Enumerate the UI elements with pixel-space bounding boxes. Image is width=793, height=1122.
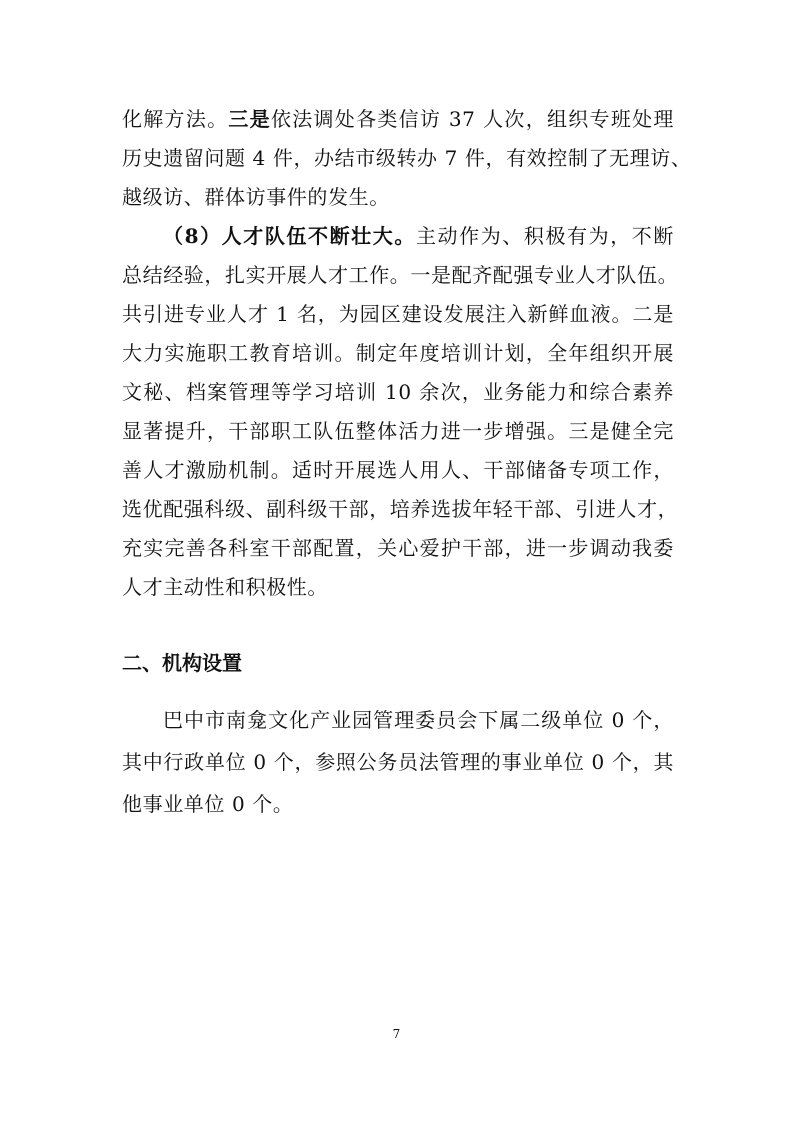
text-span: 化解方法。 (122, 107, 229, 131)
text-line: 总结经验，扎实开展人才工作。一是配齐配强专业人才队伍。 (122, 263, 679, 287)
text-line: 显著提升，干部职工队伍整体活力进一步增强。三是健全完 (122, 419, 674, 443)
section-heading: 二、机构设置 (122, 651, 242, 675)
text-line: 他事业单位 0 个。 (122, 792, 294, 816)
text-line: 巴中市南龛文化产业园管理委员会下属二级单位 0 个， (163, 708, 674, 732)
text-line: 选优配强科级、副科级干部，培养选拔年轻干部、引进人才， (122, 497, 679, 521)
text-line: 大力实施职工教育培训。制定年度培训计划，全年组织开展 (122, 341, 674, 365)
text-span: 依法调处各类信访 37 人次，组织专班处理 (270, 107, 674, 131)
bold-lead: 三是 (228, 107, 271, 131)
text-line: 越级访、群体访事件的发生。 (122, 185, 390, 209)
text-line: 充实完善各科室干部配置，关心爱护干部，进一步调动我委 (122, 536, 674, 560)
text-line: 其中行政单位 0 个，参照公务员法管理的事业单位 0 个，其 (122, 750, 674, 774)
text-span: 主动作为、积极有为，不断 (415, 224, 674, 248)
text-line: 善人才激励机制。适时开展选人用人、干部储备专项工作， (122, 458, 674, 482)
text-line: 人才主动性和积极性。 (122, 575, 328, 599)
text-line (122, 99, 674, 139)
text-line: 历史遗留问题 4 件，办结市级转办 7 件，有效控制了无理访、 (122, 146, 692, 170)
text-line: 文秘、档案管理等学习培训 10 余次，业务能力和综合素养 (122, 380, 674, 404)
page-number: 7 (392, 1027, 401, 1041)
subsection-heading: （8）人才队伍不断壮大。 (163, 224, 416, 248)
text-line (163, 216, 674, 256)
text-line: 共引进专业人才 1 名，为园区建设发展注入新鲜血液。二是 (122, 302, 674, 326)
